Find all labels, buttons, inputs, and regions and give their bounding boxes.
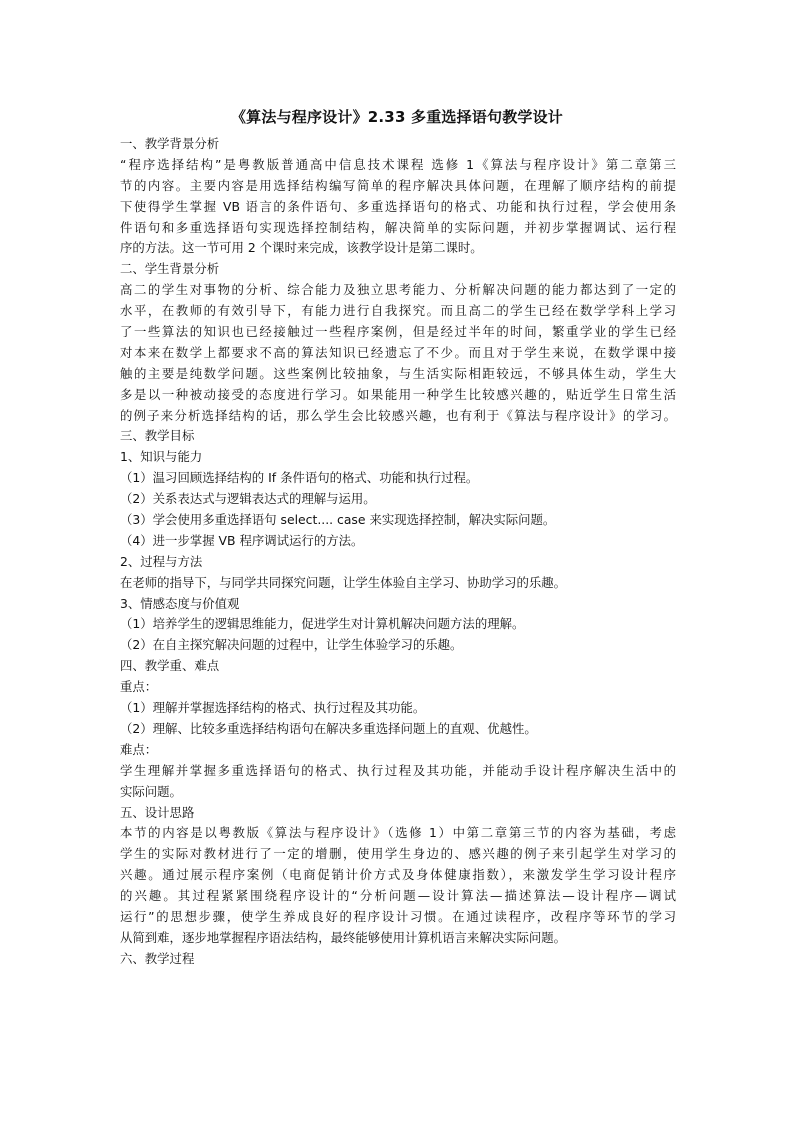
text-line: 序的方法。这一节可用 2 个课时来完成，该教学设计是第二课时。 (120, 240, 483, 256)
text-line: 了一些算法的知识也已经接触过一些程序案例，但是经过半年的时间，繁重学业的学生已经 (120, 324, 676, 340)
text-line: 难点： (120, 741, 158, 757)
text-line: 六、教学过程 (120, 950, 195, 966)
text-line: 触的主要是纯数学问题。这些案例比较抽象，与生活实际相距较远，不够具体生动，学生大 (120, 365, 676, 381)
text-line: 多是以一种被动接受的态度进行学习。如果能用一种学生比较感兴趣的，贴近学生日常生活 (120, 386, 676, 402)
text-line: （3）学会使用多重选择语句 select.... case 来实现选择控制，解决实际问题。 (120, 512, 556, 528)
text-line: 从简到难，逐步地掌握程序语法结构，最终能够使用计算机语言来解决实际问题。 (120, 929, 567, 945)
text-line: 2、过程与方法 (120, 553, 203, 569)
text-line: 四、教学重、难点 (120, 658, 220, 674)
page-title: 《算法与程序设计》2.33 多重选择语句教学设计 (230, 108, 564, 126)
text-line: 的兴趣。其过程紧紧围绕程序设计的“分析问题—设计算法—描述算法—设计程序—调试 (120, 888, 676, 904)
text-line: “程序选择结构”是粤教版普通高中信息技术课程 选修 1《算法与程序设计》第二章第三 (120, 156, 676, 172)
text-line: 水平，在教师的有效引导下，有能力进行自我探究。而且高二的学生已经在数学学科上学习 (120, 303, 676, 319)
text-line: （1）温习回顾选择结构的 If 条件语句的格式、功能和执行过程。 (120, 470, 479, 486)
text-line: 下使得学生掌握 VB 语言的条件语句、多重选择语句的格式、功能和执行过程，学会使用条 (120, 198, 676, 214)
text-line: 在老师的指导下，与同学共同探究问题，让学生体验自主学习、协助学习的乐趣。 (120, 574, 567, 590)
text-line: 本节的内容是以粤教版《算法与程序设计》（选修 1）中第二章第三节的内容为基础，考虑 (120, 825, 676, 841)
text-line: （2）理解、比较多重选择结构语句在解决多重选择问题上的直观、优越性。 (120, 720, 537, 736)
text-line: 运行”的思想步骤，使学生养成良好的程序设计习惯。在通过读程序，改程序等环节的学习 (120, 908, 676, 924)
text-line: 重点： (120, 679, 158, 695)
text-line: 一、教学背景分析 (120, 136, 220, 151)
text-line: 学生理解并掌握多重选择语句的格式、执行过程及其功能，并能动手设计程序解决生活中的 (120, 762, 676, 778)
text-line: 学生的实际对教材进行了一定的增删，使用学生身边的、感兴趣的例子来引起学生对学习的 (120, 846, 676, 862)
text-line: 三、教学目标 (120, 428, 195, 444)
text-line: （1）理解并掌握选择结构的格式、执行过程及其功能。 (120, 700, 426, 716)
text-line: （2）在自主探究解决问题的过程中，让学生体验学习的乐趣。 (120, 637, 463, 653)
text-line: 件语句和多重选择语句实现选择控制结构，解决简单的实际问题，并初步掌握调试、运行程 (120, 219, 676, 235)
text-line: 节的内容。主要内容是用选择结构编写简单的程序解决具体问题，在理解了顺序结构的前提 (120, 177, 676, 193)
text-line: 实际问题。 (120, 783, 182, 799)
text-line: 的例子来分析选择结构的话，那么学生会比较感兴趣，也有利于《算法与程序设计》的学习。 (120, 407, 676, 423)
text-line: 3、情感态度与价值观 (120, 595, 240, 611)
document-body (120, 134, 676, 970)
text-line: 对本来在数学上都要求不高的算法知识已经遗忘了不少。而且对于学生来说，在数学课中接 (120, 344, 676, 360)
text-line: 兴趣。通过展示程序案例（电商促销计价方式及身体健康指数），来激发学生学习设计程序 (120, 867, 676, 883)
text-line: （2）关系表达式与逻辑表达式的理解与运用。 (120, 491, 376, 507)
text-line: 二、学生背景分析 (120, 261, 220, 277)
text-line: （4）进一步掌握 VB 程序调试运行的方法。 (120, 532, 364, 548)
text-line: （1）培养学生的逻辑思维能力，促进学生对计算机解决问题方法的理解。 (120, 616, 525, 632)
text-line: 五、设计思路 (120, 804, 195, 820)
text-line: 高二的学生对事物的分析、综合能力及独立思考能力、分析解决问题的能力都达到了一定的 (120, 282, 676, 298)
text-line: 1、知识与能力 (120, 449, 203, 465)
